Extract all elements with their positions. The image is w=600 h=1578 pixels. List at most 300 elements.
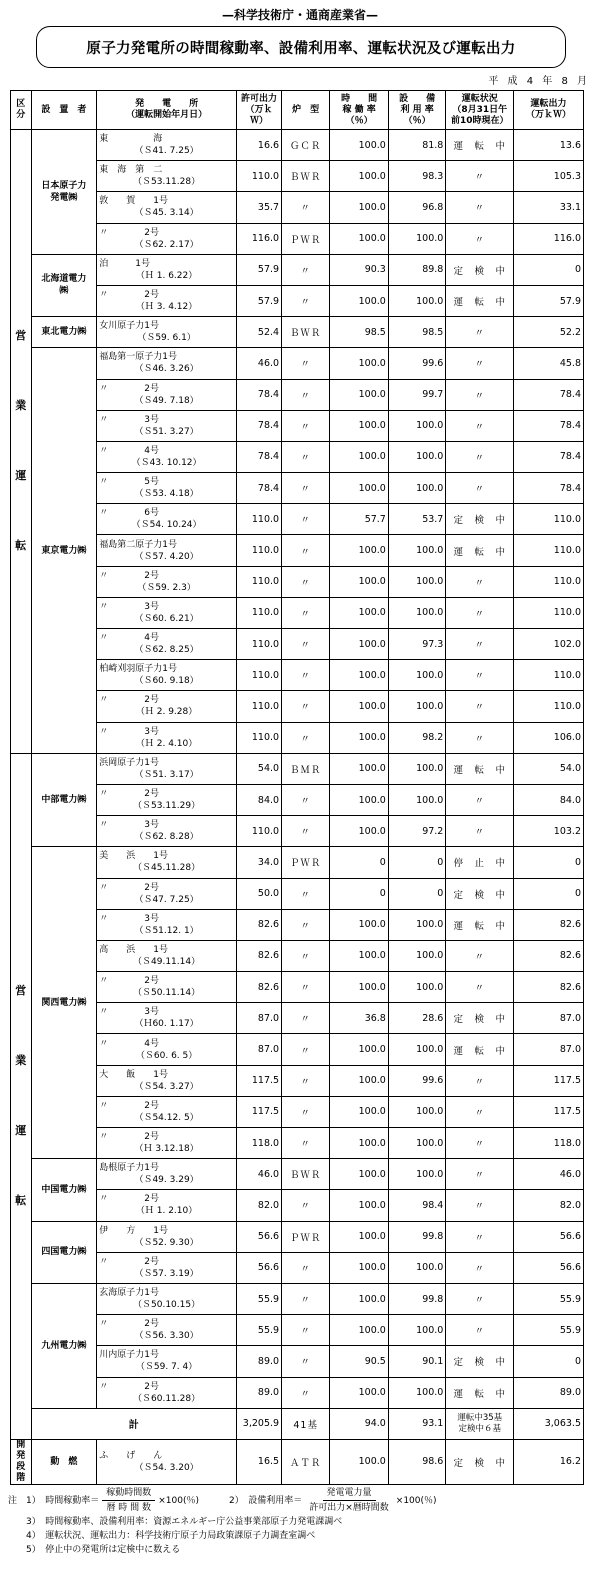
time-operation-rate-cell: 100.0 [330,1377,389,1408]
operator-cell: 東北電力㈱ [31,317,97,348]
table-row [11,1283,584,1314]
time-operation-rate-cell: 100.0 [330,161,389,192]
reactor-type-cell: 〃 [282,784,330,815]
capacity-factor-cell: 0 [388,847,446,878]
capacity-factor-cell: 28.6 [388,1003,446,1034]
capacity-factor-cell: 100.0 [388,1034,446,1065]
capacity-cell: 110.0 [236,597,281,628]
operation-status-cell: 〃 [446,161,514,192]
station-start-date: （Ｓ57. 4.20） [134,551,199,562]
station-cell [97,441,237,472]
capacity-cell: 118.0 [236,1128,281,1159]
time-operation-rate-cell: 0 [330,847,389,878]
station-cell [97,753,237,784]
station-cell [97,940,237,971]
output-cell: 116.0 [514,223,584,254]
capacity-cell: 82.0 [236,1190,281,1221]
station-start-date: （Ｓ50.10.15） [133,1300,201,1311]
time-operation-rate-cell: 100.0 [330,1190,389,1221]
time-operation-rate-cell: 100.0 [330,1439,389,1484]
station-start-date: （Ｓ53.11.28） [133,177,201,188]
table-row [11,909,584,940]
time-operation-rate-cell: 100.0 [330,285,389,316]
output-cell: 87.0 [514,1003,584,1034]
note-4: 4） 運転状況、運転出力：科学技術庁原子力局政策課原子力調査室調べ [26,1531,316,1541]
note-formulas [8,1486,592,1515]
reactor-type-cell: ＡＴＲ [282,1439,330,1484]
time-operation-rate-cell: 100.0 [330,410,389,441]
station-cell [97,1346,237,1377]
capacity-cell: 110.0 [236,691,281,722]
time-operation-rate-cell: 100.0 [330,909,389,940]
station-cell [97,660,237,691]
time-operation-rate-cell: 100.0 [330,348,389,379]
output-cell: 103.2 [514,816,584,847]
station-name: 柏崎刈羽原子力1号 [99,664,177,675]
table-row [11,285,584,316]
operation-status-cell: 〃 [446,379,514,410]
station-cell [97,1315,237,1346]
capacity-cell: 56.6 [236,1221,281,1252]
output-cell: 16.2 [514,1439,584,1484]
table-row [11,254,584,285]
station-name: 〃 3号 [99,414,159,425]
station-name: 福島第一原子力1号 [99,352,177,363]
time-operation-rate-cell: 100.0 [330,566,389,597]
operator-cell: 動 燃 [31,1439,97,1484]
time-operation-rate-cell: 100.0 [330,1283,389,1314]
output-cell: 84.0 [514,784,584,815]
reactor-type-cell: 〃 [282,566,330,597]
plant-status-table [10,90,584,1485]
capacity-factor-cell: 89.8 [388,254,446,285]
header-type: 炉 型 [282,91,330,130]
operation-status-cell: 運 転 中 [446,909,514,940]
station-cell [97,1190,237,1221]
operation-status-cell: 〃 [446,1159,514,1190]
station-cell [97,1439,237,1484]
station-start-date: （Ｓ62. 2.17） [134,239,199,250]
operation-status-cell: 運 転 中 [446,753,514,784]
time-operation-rate-cell: 100.0 [330,379,389,410]
operation-status-cell: 運 転 中 [446,285,514,316]
station-start-date: （Ｓ47. 7.25） [134,894,199,905]
operation-status-cell: 〃 [446,566,514,597]
station-start-date: （Ｈ 1. 6.22） [135,270,198,281]
total-row [11,1408,584,1439]
table-row [11,410,584,441]
capacity-factor-cell: 100.0 [388,597,446,628]
header-eq-rate: 設 備 利 用 率 （％） [388,91,446,130]
operation-status-cell: 運 転 中 [446,1034,514,1065]
capacity-cell: 116.0 [236,223,281,254]
capacity-factor-cell: 100.0 [388,1377,446,1408]
station-start-date: （Ｈ 3. 4.12） [135,302,198,313]
station-cell [97,285,237,316]
page-title-text: 原子力発電所の時間稼動率、設備利用率、運転状況及び運転出力 [86,40,516,57]
station-cell [97,566,237,597]
table-row [11,223,584,254]
reactor-type-cell: 〃 [282,691,330,722]
operation-status-cell: 〃 [446,317,514,348]
capacity-cell: 78.4 [236,441,281,472]
reactor-type-cell: 〃 [282,909,330,940]
operation-status-cell: 定 検 中 [446,1346,514,1377]
station-start-date: （Ｓ60. 6.21） [134,613,199,624]
operator-cell: 北海道電力 ㈱ [31,254,97,316]
table-row [11,473,584,504]
capacity-factor-cell: 97.3 [388,629,446,660]
operation-status-cell: 運 転 中 [446,130,514,161]
capacity-factor-cell: 100.0 [388,1252,446,1283]
capacity-cell: 57.9 [236,285,281,316]
station-name: 〃 3号 [99,1007,159,1018]
capacity-factor-cell: 100.0 [388,909,446,940]
note-3: 3） 時間稼動率、設備利用率：資源エネルギー庁公益事業部原子力発電課調べ [26,1517,343,1527]
station-start-date: （Ｓ53.11.29） [133,801,201,812]
output-cell: 82.6 [514,940,584,971]
station-cell [97,379,237,410]
operation-status-cell: 〃 [446,972,514,1003]
station-name: 〃 2号 [99,1194,159,1205]
station-name: 〃 4号 [99,445,159,456]
capacity-cell: 110.0 [236,660,281,691]
table-row [11,161,584,192]
table-row [11,847,584,878]
note-2-numerator: 発電電力量 [323,1486,376,1501]
time-operation-rate-cell: 90.5 [330,1346,389,1377]
output-cell: 33.1 [514,192,584,223]
capacity-factor-cell: 99.8 [388,1283,446,1314]
header-capacity: 許可出力 （万ｋＷ） [236,91,281,130]
operation-status-cell: 〃 [446,940,514,971]
table-row [11,597,584,628]
station-start-date: （Ｓ52. 9.30） [134,1237,199,1248]
reactor-type-cell: 〃 [282,504,330,535]
table-row [11,660,584,691]
output-cell: 110.0 [514,660,584,691]
station-start-date: （Ｓ54. 3.27） [134,1081,199,1092]
station-start-date: （Ｈ60. 1.17） [134,1019,199,1030]
operation-status-cell: 〃 [446,192,514,223]
reactor-type-cell: 〃 [282,1315,330,1346]
capacity-factor-cell: 96.8 [388,192,446,223]
station-cell [97,1377,237,1408]
table-row [11,1190,584,1221]
operation-status-cell: 〃 [446,223,514,254]
time-operation-rate-cell: 100.0 [330,1034,389,1065]
table-row [11,1065,584,1096]
operator-cell: 東京電力㈱ [31,348,97,753]
table-row [11,192,584,223]
station-name: 伊 方 1号 [99,1225,168,1236]
time-operation-rate-cell: 36.8 [330,1003,389,1034]
reactor-type-cell: 〃 [282,1065,330,1096]
table-row [11,566,584,597]
output-cell: 0 [514,878,584,909]
operation-status-cell: 〃 [446,1096,514,1127]
capacity-factor-cell: 100.0 [388,535,446,566]
station-start-date: （Ｓ51. 3.27） [134,426,199,437]
reactor-type-cell: 〃 [282,192,330,223]
station-start-date: （Ｓ43. 10.12） [131,457,202,468]
capacity-cell: 110.0 [236,535,281,566]
capacity-cell: 16.5 [236,1439,281,1484]
capacity-factor-cell: 100.0 [388,753,446,784]
header-output: 運転出力 （万ｋＷ） [514,91,584,130]
total-eq-rate: 93.1 [388,1408,446,1439]
station-cell [97,691,237,722]
station-name: 女川原子力1号 [99,321,159,332]
station-cell [97,1096,237,1127]
station-name: 〃 2号 [99,1256,159,1267]
station-start-date: （Ｓ50.11.14） [133,988,201,999]
operation-status-cell: 〃 [446,629,514,660]
output-cell: 57.9 [514,285,584,316]
station-cell [97,504,237,535]
table-row [11,1159,584,1190]
operator-cell: 中国電力㈱ [31,1159,97,1221]
reactor-type-cell: ＢＷＲ [282,1159,330,1190]
reactor-type-cell: 〃 [282,972,330,1003]
capacity-factor-cell: 99.6 [388,348,446,379]
station-start-date: （Ｓ59. 6.1） [137,333,196,344]
capacity-cell: 110.0 [236,161,281,192]
time-operation-rate-cell: 100.0 [330,1096,389,1127]
operator-cell: 関西電力㈱ [31,847,97,1159]
capacity-factor-cell: 100.0 [388,1096,446,1127]
capacity-factor-cell: 100.0 [388,784,446,815]
total-label: 計 [31,1408,236,1439]
station-name: 島根原子力1号 [99,1163,159,1174]
station-cell [97,629,237,660]
capacity-cell: 55.9 [236,1315,281,1346]
operation-status-cell: 〃 [446,816,514,847]
time-operation-rate-cell: 100.0 [330,722,389,753]
page-title [36,26,566,68]
table-row [11,130,584,161]
reactor-type-cell: 〃 [282,816,330,847]
station-name: 〃 2号 [99,789,159,800]
header-op-rate: 時 間 稼 働 率 （％） [330,91,389,130]
capacity-cell: 46.0 [236,348,281,379]
capacity-cell: 110.0 [236,504,281,535]
station-cell [97,784,237,815]
time-operation-rate-cell: 100.0 [330,441,389,472]
output-cell: 110.0 [514,691,584,722]
operation-status-cell: 〃 [446,1128,514,1159]
reactor-type-cell: 〃 [282,441,330,472]
reactor-type-cell: 〃 [282,1034,330,1065]
capacity-cell: 110.0 [236,566,281,597]
capacity-cell: 50.0 [236,878,281,909]
note-2-denominator: 許可出力×暦時間数 [309,1503,389,1513]
station-name: 〃 2号 [99,383,159,394]
reactor-type-cell: 〃 [282,1346,330,1377]
capacity-factor-cell: 100.0 [388,972,446,1003]
capacity-cell: 87.0 [236,1003,281,1034]
capacity-factor-cell: 100.0 [388,660,446,691]
station-name: 〃 6号 [99,508,159,519]
capacity-factor-cell: 98.5 [388,317,446,348]
station-start-date: （Ｓ56. 3.30） [134,1331,199,1342]
operation-status-cell: 定 検 中 [446,1003,514,1034]
station-start-date: （Ｓ54.12. 5） [134,1112,199,1123]
station-name: 〃 2号 [99,695,159,706]
operation-status-cell: 〃 [446,473,514,504]
time-operation-rate-cell: 100.0 [330,1252,389,1283]
reactor-type-cell: 〃 [282,722,330,753]
reactor-type-cell: 〃 [282,379,330,410]
station-name: 東 海 第 二 [99,165,163,176]
output-cell: 82.0 [514,1190,584,1221]
output-cell: 105.3 [514,161,584,192]
station-cell [97,597,237,628]
station-cell [97,1221,237,1252]
reactor-type-cell: ＰＷＲ [282,223,330,254]
time-operation-rate-cell: 100.0 [330,660,389,691]
reactor-type-cell: 〃 [282,1252,330,1283]
operation-status-cell: 〃 [446,348,514,379]
station-cell [97,254,237,285]
table-row [11,753,584,784]
operation-status-cell: 〃 [446,722,514,753]
note-2-label: 2） 設備利用率＝ [229,1495,303,1506]
station-cell [97,1252,237,1283]
table-row [11,816,584,847]
station-start-date: （Ｓ49. 7.18） [134,395,199,406]
output-cell: 45.8 [514,348,584,379]
station-cell [97,847,237,878]
operation-status-cell: 定 検 中 [446,878,514,909]
station-name: 〃 2号 [99,1100,159,1111]
station-start-date: （Ｓ62. 8.25） [134,645,199,656]
table-row [11,784,584,815]
operation-status-cell: 〃 [446,441,514,472]
station-cell [97,722,237,753]
output-cell: 52.2 [514,317,584,348]
reactor-type-cell: 〃 [282,473,330,504]
report-date: 平 成 4 年 8 月 [488,76,590,87]
station-start-date: （Ｓ54. 3.20） [134,1462,199,1473]
station-start-date: （Ｓ41. 7.25） [134,146,199,157]
operation-status-cell: 〃 [446,1221,514,1252]
station-cell [97,816,237,847]
station-start-date: （Ｈ 2. 4.10） [135,738,198,749]
station-name: 高 浜 1号 [99,944,168,955]
station-start-date: （Ｓ51. 3.17） [134,769,199,780]
operation-status-cell: 〃 [446,660,514,691]
time-operation-rate-cell: 100.0 [330,940,389,971]
station-start-date: （Ｈ 1. 2.10） [135,1206,198,1217]
capacity-cell: 46.0 [236,1159,281,1190]
station-cell [97,1128,237,1159]
output-cell: 110.0 [514,597,584,628]
station-start-date: （Ｓ54. 10.24） [131,520,202,531]
capacity-factor-cell: 97.2 [388,816,446,847]
capacity-cell: 110.0 [236,629,281,660]
header-category: 区分 [11,91,32,130]
reactor-type-cell: 〃 [282,1003,330,1034]
table-row [11,379,584,410]
table-row [11,1128,584,1159]
capacity-cell: 16.6 [236,130,281,161]
station-name: 〃 2号 [99,976,159,987]
capacity-cell: 87.0 [236,1034,281,1065]
station-cell [97,223,237,254]
station-start-date: （Ｓ59. 7. 4） [135,1362,198,1373]
time-operation-rate-cell: 57.7 [330,504,389,535]
capacity-factor-cell: 100.0 [388,1315,446,1346]
reactor-type-cell: 〃 [282,878,330,909]
station-start-date: （Ｓ60. 6. 5） [135,1050,198,1061]
capacity-factor-cell: 100.0 [388,691,446,722]
station-name: 〃 4号 [99,633,159,644]
station-start-date: （Ｓ49. 3.29） [134,1175,199,1186]
capacity-cell: 82.6 [236,909,281,940]
station-cell [97,317,237,348]
time-operation-rate-cell: 100.0 [330,784,389,815]
station-cell [97,410,237,441]
operation-status-cell: 〃 [446,1283,514,1314]
capacity-cell: 82.6 [236,972,281,1003]
station-name: 〃 2号 [99,882,159,893]
table-row [11,1377,584,1408]
time-operation-rate-cell: 100.0 [330,816,389,847]
table-body [11,130,584,1485]
capacity-cell: 82.6 [236,940,281,971]
output-cell: 118.0 [514,1128,584,1159]
station-name: 浜岡原子力1号 [99,757,159,768]
station-name: 福島第二原子力1号 [99,539,177,550]
table-row [11,1252,584,1283]
reactor-type-cell: ＧＣＲ [282,130,330,161]
output-cell: 54.0 [514,753,584,784]
table-row [11,691,584,722]
capacity-cell: 84.0 [236,784,281,815]
table-header-row [11,91,584,130]
time-operation-rate-cell: 100.0 [330,972,389,1003]
notes [8,1486,592,1557]
capacity-factor-cell: 98.6 [388,1439,446,1484]
reactor-type-cell: 〃 [282,1377,330,1408]
output-cell: 56.6 [514,1252,584,1283]
capacity-factor-cell: 90.1 [388,1346,446,1377]
output-cell: 82.6 [514,909,584,940]
output-cell: 78.4 [514,410,584,441]
time-operation-rate-cell: 98.5 [330,317,389,348]
note-1-fraction [102,1486,155,1515]
operation-status-cell: 停 止 中 [446,847,514,878]
time-operation-rate-cell: 100.0 [330,629,389,660]
station-name: 〃 2号 [99,570,159,581]
station-name: 〃 3号 [99,913,159,924]
capacity-factor-cell: 98.4 [388,1190,446,1221]
note-2-tail: ×100(％) [395,1495,437,1506]
capacity-factor-cell: 100.0 [388,441,446,472]
station-start-date: （Ｈ 3.12.18） [134,1144,199,1155]
capacity-cell: 110.0 [236,816,281,847]
output-cell: 110.0 [514,535,584,566]
output-cell: 56.6 [514,1221,584,1252]
time-operation-rate-cell: 100.0 [330,192,389,223]
output-cell: 117.5 [514,1065,584,1096]
reactor-type-cell: 〃 [282,1128,330,1159]
category-cell: 営 業 運 転 [11,130,32,754]
time-operation-rate-cell: 100.0 [330,473,389,504]
station-start-date: （Ｓ46. 3.26） [134,364,199,375]
total-status: 運転中35基 定検中６基 [446,1408,514,1439]
